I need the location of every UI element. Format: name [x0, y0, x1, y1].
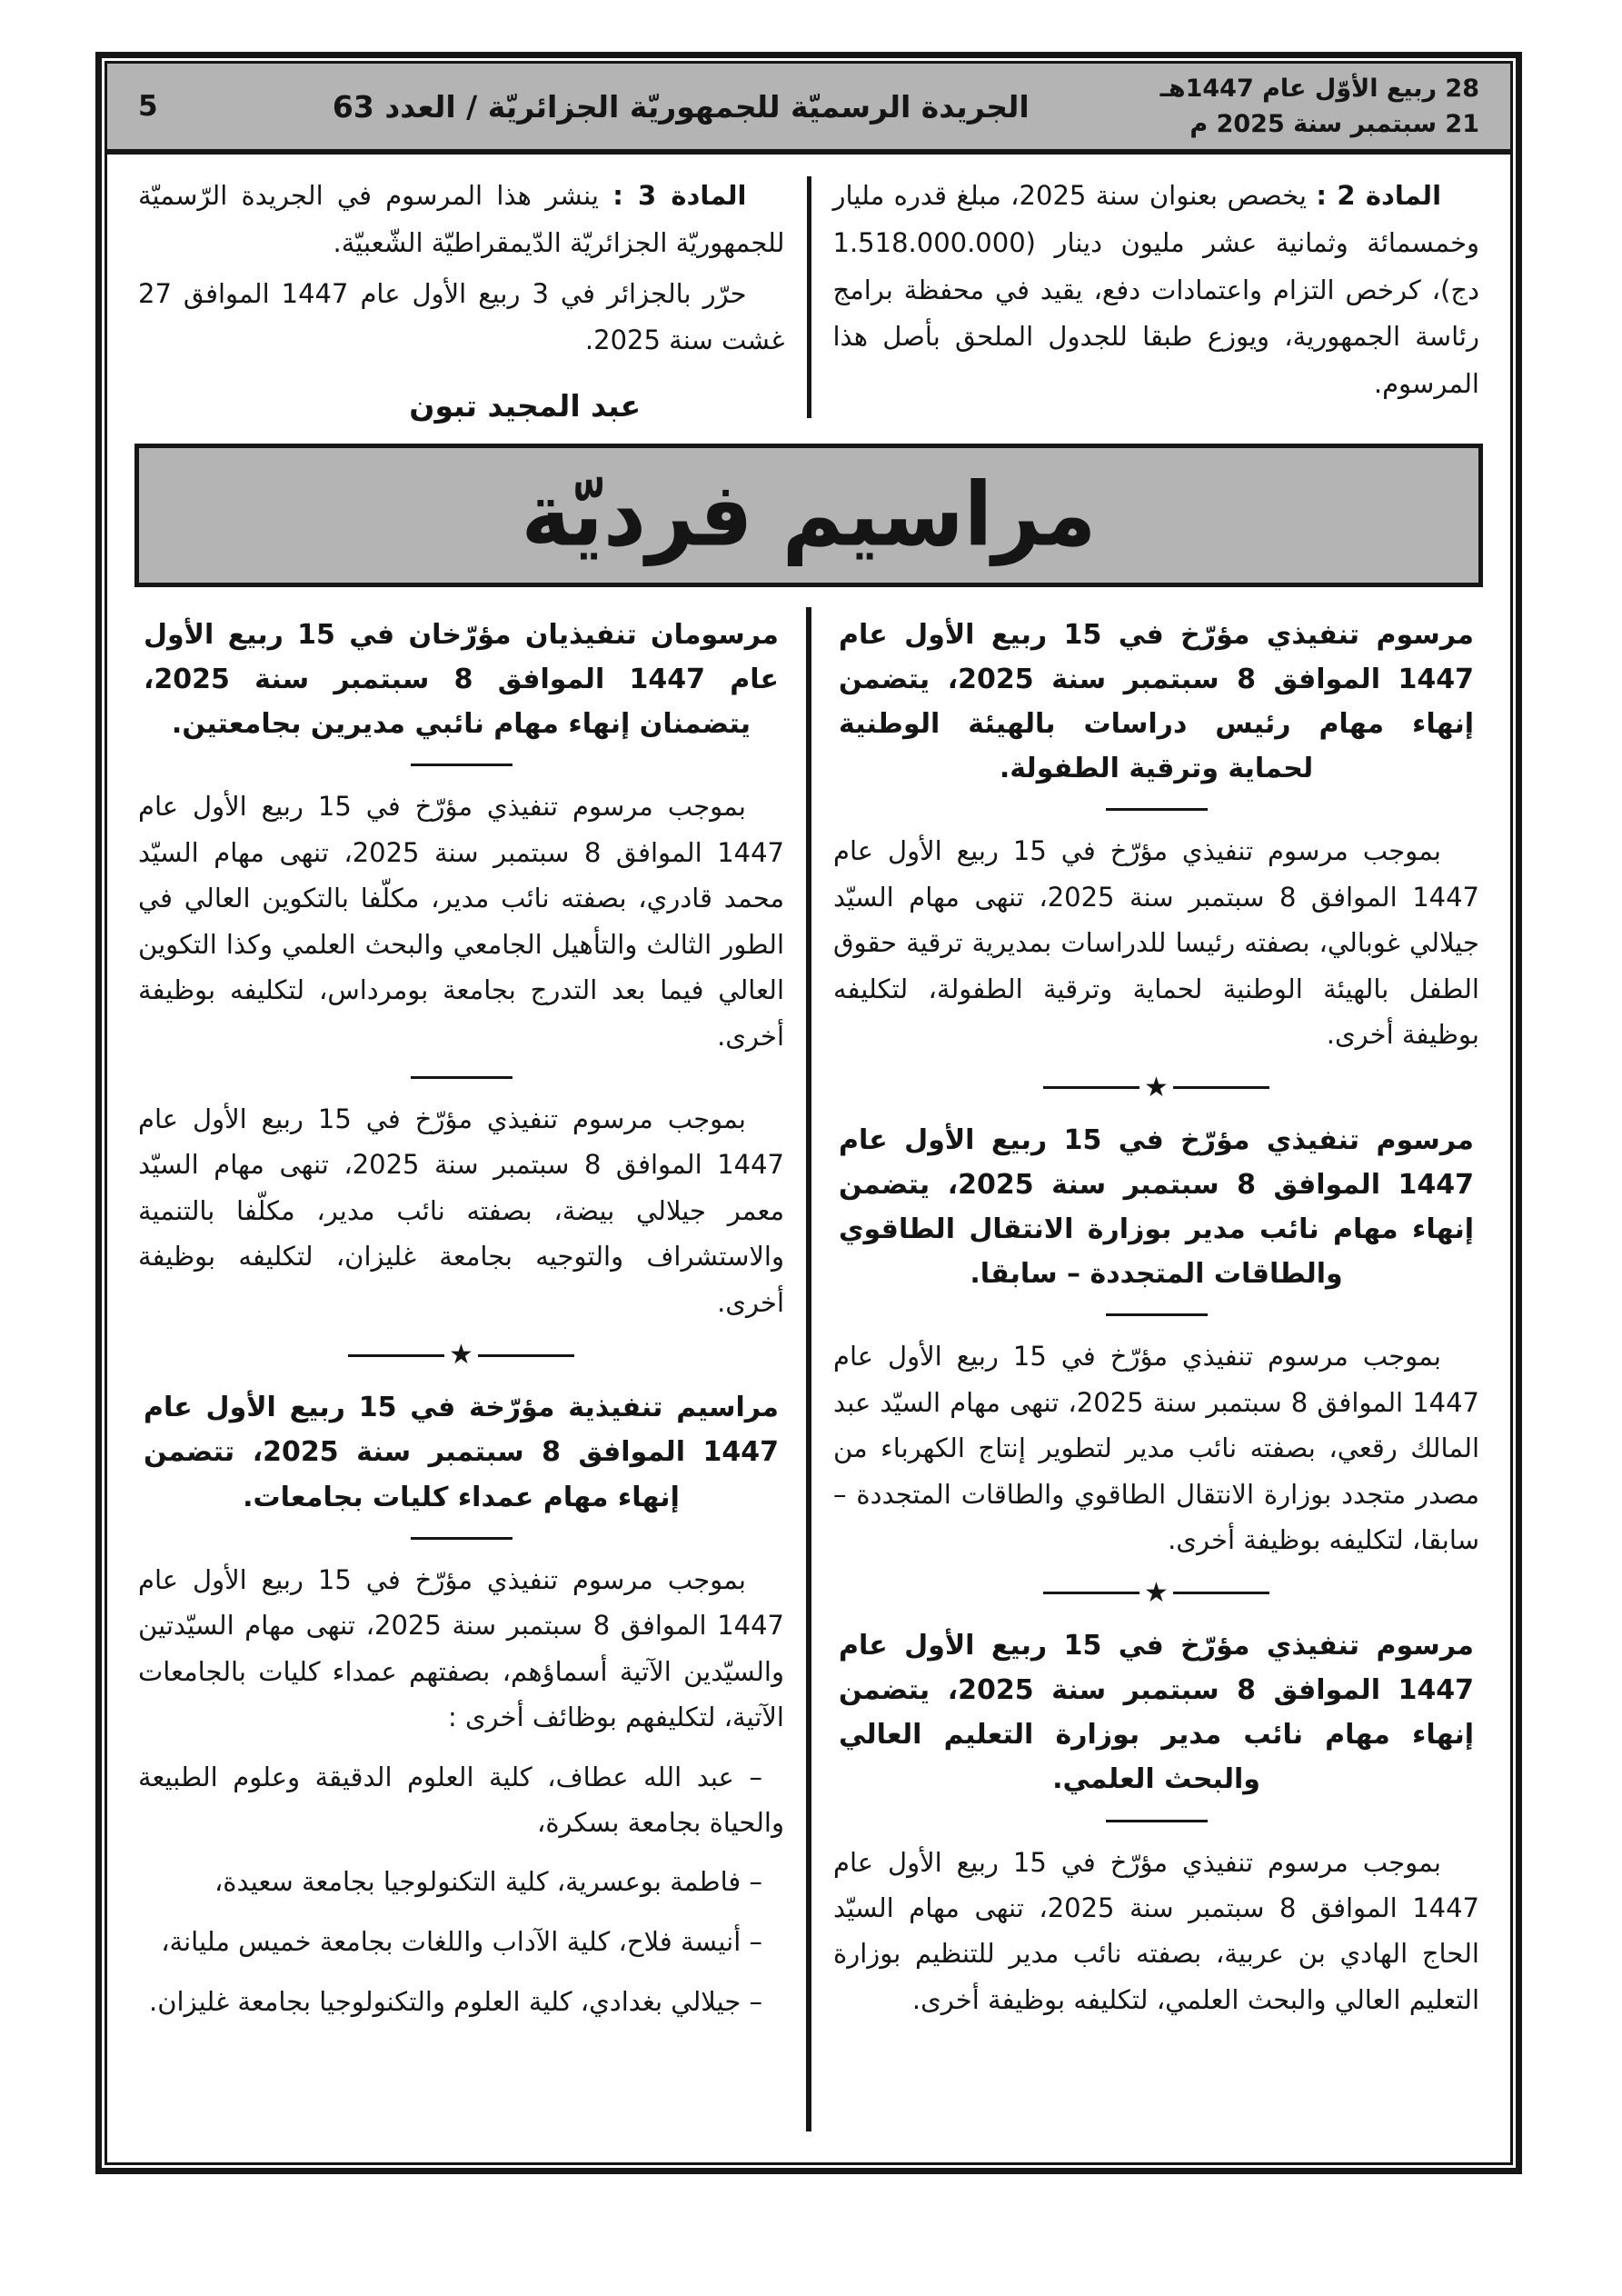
top-right-column: [833, 173, 1480, 423]
header-date-hijri: 28 ربيع الأوّل عام 1447هـ: [1159, 75, 1479, 103]
decree-title: مرسومان تنفيذيان مؤرّخان في 15 ربيع الأول عام 1447 الموافق 8 سبتمبر سنة 2025، يتضمنان إنهاء مهام نائبي مديرين بجامعتين.: [144, 618, 780, 741]
star-separator: [833, 1576, 1479, 1609]
list-item: – جيلالي بغدادي، كلية العلوم والتكنولوجيا بجامعة غليزان.: [149, 1986, 762, 2018]
separator: [138, 1076, 784, 1079]
gazette-title: الجريدة الرسميّة للجمهوريّة الجزائريّة / العدد 63: [332, 88, 1030, 125]
separator: [833, 808, 1479, 811]
separator-line: [1106, 1820, 1208, 1822]
separator-line: [1043, 1086, 1139, 1089]
main-left-column: [138, 604, 784, 2159]
main-section: [107, 600, 1510, 2162]
separator-line: [1106, 1313, 1208, 1316]
separator-line: [411, 764, 512, 766]
top-section: [107, 155, 1510, 426]
star-separator: [138, 1339, 784, 1372]
list-item: – عبد الله عطاف، كلية العلوم الدقيقة وعلوم الطبيعة والحياة بجامعة بسكرة،: [138, 1761, 784, 1838]
decree-title: مرسوم تنفيذي مؤرّخ في 15 ربيع الأول عام 1447 الموافق 8 سبتمبر سنة 2025، يتضمن إنهاء مهام رئيس دراسات بالهيئة الوطنية لحماية وترقية الطفولة.: [839, 618, 1474, 785]
main-right-column: [833, 604, 1479, 2159]
separator-line: [348, 1354, 444, 1357]
top-left-column: [138, 173, 785, 423]
separator: [138, 764, 784, 766]
section-banner: [134, 444, 1483, 587]
article-3-label: المادة 3 :: [612, 180, 747, 212]
decree-body: بموجب مرسوم تنفيذي مؤرّخ في 15 ربيع الأول عام 1447 الموافق 8 سبتمبر سنة 2025، تنهى مهام السيّد جيلالي غوبالي، بصفته رئيسا للدراسات بمديرية ترقية حقوق الطفل بالهيئة الوطنية لحماية وترقية الطفولة، لتكليفه بوظيفة أخرى.: [833, 835, 1479, 1051]
article-2-label: المادة 2 :: [1316, 180, 1442, 212]
president-signature: عبد المجيد تبون: [409, 387, 642, 424]
decree-body: بموجب مرسوم تنفيذي مؤرّخ في 15 ربيع الأول عام 1447 الموافق 8 سبتمبر سنة 2025، تنهى مهام السيّد عبد المالك رقعي، بصفته نائب مدير لتطوير إنتاج الكهرباء من مصدر متجدد بوزارة الانتقال الطاقوي والطاقات المتجددة – سابقا، لتكليفه بوظيفة أخرى.: [833, 1341, 1479, 1556]
separator-line: [411, 1537, 512, 1540]
page-frame-inner: [104, 61, 1513, 2165]
separator-line: [411, 1076, 512, 1079]
star-icon: ★: [1144, 1071, 1169, 1103]
star-separator: [833, 1071, 1479, 1103]
separator-line: [1106, 808, 1208, 811]
decree-body: بموجب مرسوم تنفيذي مؤرّخ في 15 ربيع الأول عام 1447 الموافق 8 سبتمبر سنة 2025، تنهى مهام السيّد معمر جيلالي بيضة، بصفته نائب مدير، مكلّفا بالتنمية والاستشراف والتوجيه بجامعة غليزان، لتكليفه بوظيفة أخرى.: [138, 1103, 784, 1318]
header-bar: [107, 64, 1510, 155]
decree-intro: بموجب مرسوم تنفيذي مؤرّخ في 15 ربيع الأول عام 1447 الموافق 8 سبتمبر سنة 2025، تنهى مهام السيّدتين والسيّدين الآتية أسماؤهم، بصفتهم عمداء كليات بالجامعات الآتية، لتكليفهم بوظائف أخرى :: [138, 1563, 784, 1733]
separator: [833, 1820, 1479, 1822]
article-3-text: ينشر هذا المرسوم في الجريدة الرّسميّة للجمهوريّة الجزائريّة الدّيمقراطيّة الشّعبيّة.: [138, 180, 785, 258]
separator: [138, 1537, 784, 1540]
main-column-divider: [806, 607, 811, 2131]
signed-at-paragraph: حرّر بالجزائر في 3 ربيع الأول عام 1447 الموافق 27 غشت سنة 2025.: [138, 277, 785, 356]
separator-line: [1173, 1086, 1269, 1089]
star-icon: ★: [1144, 1576, 1169, 1609]
list-item: – فاطمة بوعسرية، كلية التكنولوجيا بجامعة سعيدة،: [214, 1866, 762, 1898]
top-column-divider: [807, 176, 811, 417]
header-date-gregorian: 21 سبتمبر سنة 2025 م: [1189, 110, 1479, 139]
page-frame: [95, 52, 1522, 2174]
header-dates: [1160, 71, 1479, 142]
separator-line: [1043, 1592, 1139, 1594]
article-2-paragraph: [833, 173, 1480, 407]
decree-body: بموجب مرسوم تنفيذي مؤرّخ في 15 ربيع الأول عام 1447 الموافق 8 سبتمبر سنة 2025، تنهى مهام السيّد محمد قادري، بصفته نائب مدير، مكلّفا بالتكوين العالي في الطور الثالث والتأهيل الجامعي والبحث العلمي وكذا التكوين العالي فيما بعد التدرج بجامعة بومرداس، لتكليفه بوظيفة أخرى.: [138, 791, 784, 1052]
star-icon: ★: [449, 1339, 473, 1372]
separator-line: [1173, 1592, 1269, 1594]
decree-title: مرسوم تنفيذي مؤرّخ في 15 ربيع الأول عام 1447 الموافق 8 سبتمبر سنة 2025، يتضمن إنهاء مهام نائب مدير بوزارة التعليم العالي والبحث العلمي.: [839, 1629, 1474, 1796]
page-number: 5: [138, 90, 158, 124]
separator: [833, 1313, 1479, 1316]
decree-title: مرسوم تنفيذي مؤرّخ في 15 ربيع الأول عام 1447 الموافق 8 سبتمبر سنة 2025، يتضمن إنهاء مهام نائب مدير بوزارة الانتقال الطاقوي والطاقات المتجددة – سابقا.: [839, 1123, 1474, 1291]
article-2-text: يخصص بعنوان سنة 2025، مبلغ قدره مليار وخمسمائة وثمانية عشر مليون دينار (1.518.000.000 دج)، كرخص التزام واعتمادات دفع، يقيد في محفظة برامج رئاسة الجمهورية، ويوزع طبقا للجدول الملحق بأصل هذا المرسوم.: [832, 180, 1479, 399]
separator-line: [478, 1354, 574, 1357]
decree-title: مراسيم تنفيذية مؤرّخة في 15 ربيع الأول عام 1447 الموافق 8 سبتمبر سنة 2025، تتضمن إنهاء مهام عمداء كليات بجامعات.: [144, 1392, 780, 1513]
section-banner-title: مراسيم فرديّة: [521, 464, 1097, 566]
article-3-paragraph: [138, 173, 785, 266]
list-item: – أنيسة فلاح، كلية الآداب واللغات بجامعة خميس مليانة،: [161, 1926, 762, 1958]
decree-body: بموجب مرسوم تنفيذي مؤرّخ في 15 ربيع الأول عام 1447 الموافق 8 سبتمبر سنة 2025، تنهى مهام السيّد الحاج الهادي بن عربية، بصفته نائب مدير للتنظيم بوزارة التعليم العالي والبحث العلمي، لتكليفه بوظيفة أخرى.: [833, 1846, 1479, 2015]
